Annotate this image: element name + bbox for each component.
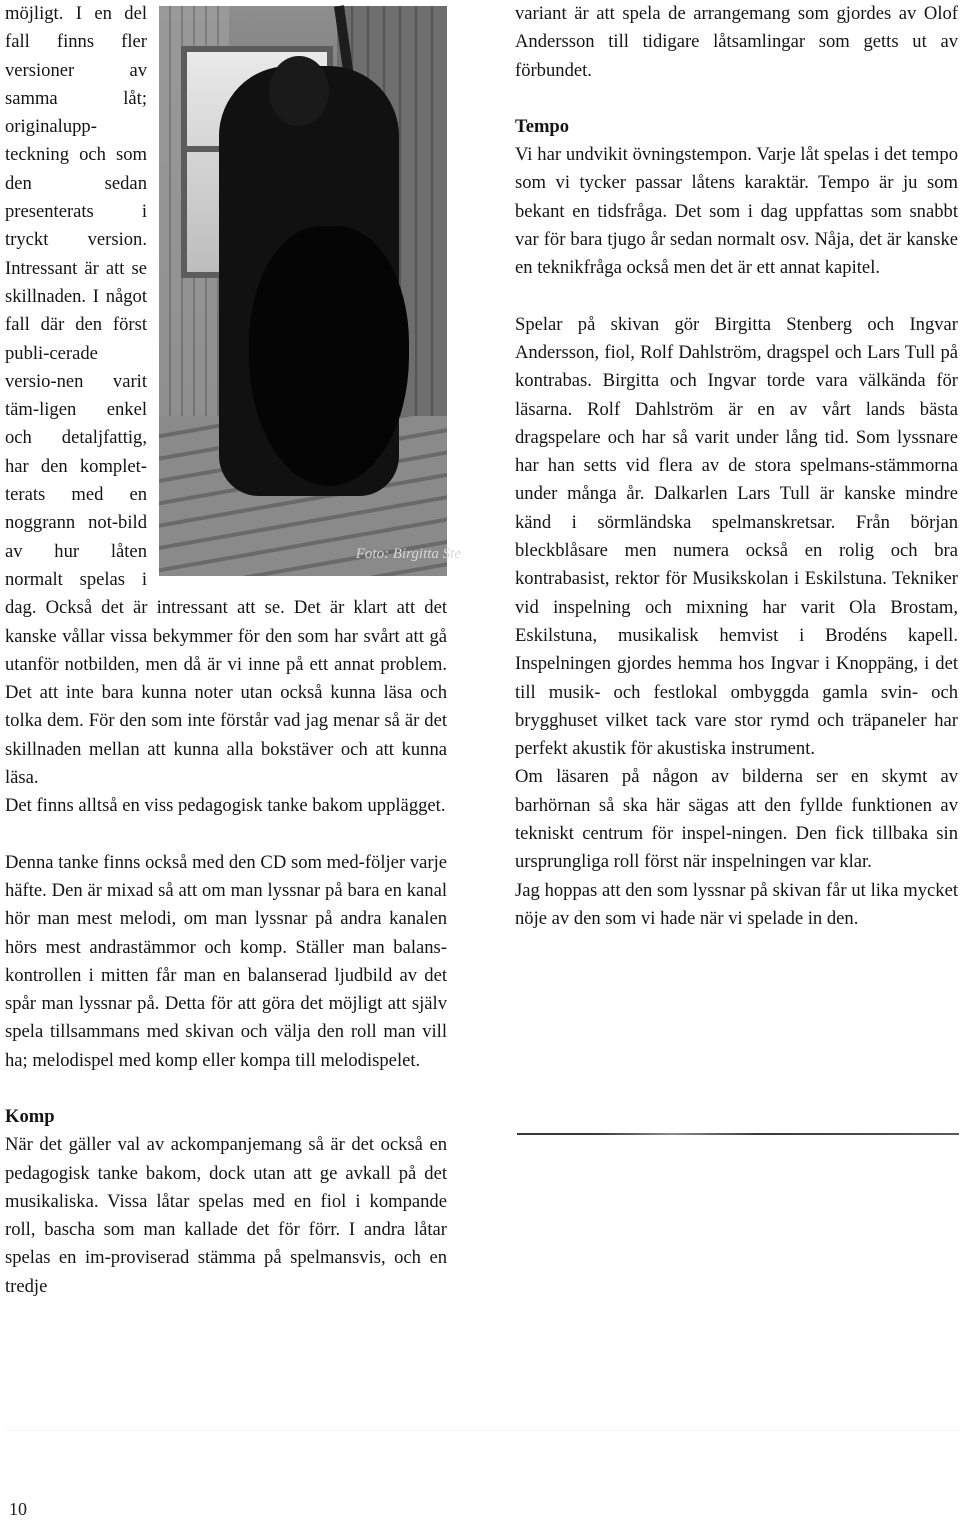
komp-heading: Komp	[5, 1105, 55, 1127]
bar-corner-paragraph: Om läsaren på någon av bilderna ser en skymt av barhörnan så ska här sägas att den fyllde funktionen av tekniskt centrum för inspel-ningen. Den fick tillbaka sin ursprungliga roll först när inspelningen var klar.	[515, 766, 958, 873]
closing-paragraph: Jag hoppas att den som lyssnar på skivan får ut lika mycket nöje av den som vi hade när vi spelade in den.	[515, 879, 958, 929]
double-bass	[249, 226, 409, 486]
arrangement-paragraph: variant är att spela de arrangemang som gjordes av Olof Andersson till tidigare låtsamlingar som getts ut av förbundet.	[515, 3, 958, 81]
cd-paragraph: Denna tanke finns också med den CD som med-följer varje häfte. Den är mixad så att om man lyssnar på bara en kanal hör man mest melodi, om man lyssnar på andra kanalen hörs mest andrastämmor och komp. Ställer man balans-kontrollen i mitten får man en balanserad ljudbild av det spår man lyssnar på. Detta för att göra det möjligt att själv spela tillsammans med skivan och välja den roll man vill ha; melodispel med komp eller kompa till melodispelet.	[5, 851, 447, 1071]
intro-paragraph: möjligt. I en del fall finns fler versioner av samma låt; originalupp-teckning och som den sedan presenterats i tryckt version. Intressant är att se skillnaden. I något fall där den först publi-cerade versio-nen varit täm-ligen enkel och detaljfattig, har den komplet-terats med en noggrann not-bild av hur låten normalt spelas i dag. Också det är intressant att se. Det är klart att det kanske vållar vissa bekymmer för den som har svårt att gå utanför notbilden, men då är vi inne på ett annat problem. Det att inte bara kunna noter utan också kunna läsa och tolka dem. För den som inte förstår vad jag menar så är det skillnaden mellan att kunna alla bokstäver och att kunna läsa.	[5, 3, 447, 789]
photo-caption: Foto: Birgitta Ste	[355, 545, 461, 562]
komp-paragraph: När det gäller val av ackompanjemang så är det också en pedagogisk tanke bakom, dock utan att ge avkall på det musikaliska. Vissa låtar spelas med en fiol i kompande roll, bascha som man kallade det för förr. I andra låtar spelas en im-proviserad stämma på spelmansvis, och en tredje	[5, 1134, 447, 1297]
bass-player-photo	[159, 6, 461, 576]
left-column	[5, 0, 461, 1301]
pedagogy-paragraph: Det finns alltså en viss pedagogisk tanke bakom upplägget.	[5, 795, 446, 817]
page-number: 10	[9, 1499, 27, 1519]
musicians-paragraph: Spelar på skivan gör Birgitta Stenberg och Ingvar Andersson, fiol, Rolf Dahlström, dragspel och Lars Tull på kontrabas. Birgitta och Ingvar torde vara välkända för läsarna. Rolf Dahlström är en av vårt lands bästa dragspelare och har så varit under lång tid. Som lyssnare har han setts vid flera av de stora spelmans-stämmorna under många år. Dalkarlen Lars Tull är kanske mindre känd i sörmländska spelmanskretsar. Från början bleckblåsare men numera också en rolig och bra kontrabasist, rektor för Musikskolan i Eskilstuna. Tekniker vid inspelning och mixning har varit Ola Brostam, Eskilstuna, musikalisk hemvist i Brodéns kapell. Inspelningen gjordes hemma hos Ingvar i Knoppäng, i det till musik- och festlokal ombyggda gamla svin- och brygghuset vilket tack vare stor rymd och träpaneler har perfekt akustik för akustiska instrument.	[515, 313, 958, 760]
section-divider	[517, 1133, 959, 1135]
tempo-paragraph: Vi har undvikit övningstempon. Varje låt spelas i det tempo som vi tycker passar låtens karaktär. Tempo är ju som bekant en tidsfråga. Det som i dag uppfattas som snabbt var för bara tjugo år sedan normalt osv. Nåja, det är kanske en teknikfråga också men det är ett annat kapitel.	[515, 144, 958, 279]
right-column	[515, 0, 958, 933]
tempo-heading: Tempo	[515, 115, 570, 137]
scan-line	[6, 1430, 960, 1431]
